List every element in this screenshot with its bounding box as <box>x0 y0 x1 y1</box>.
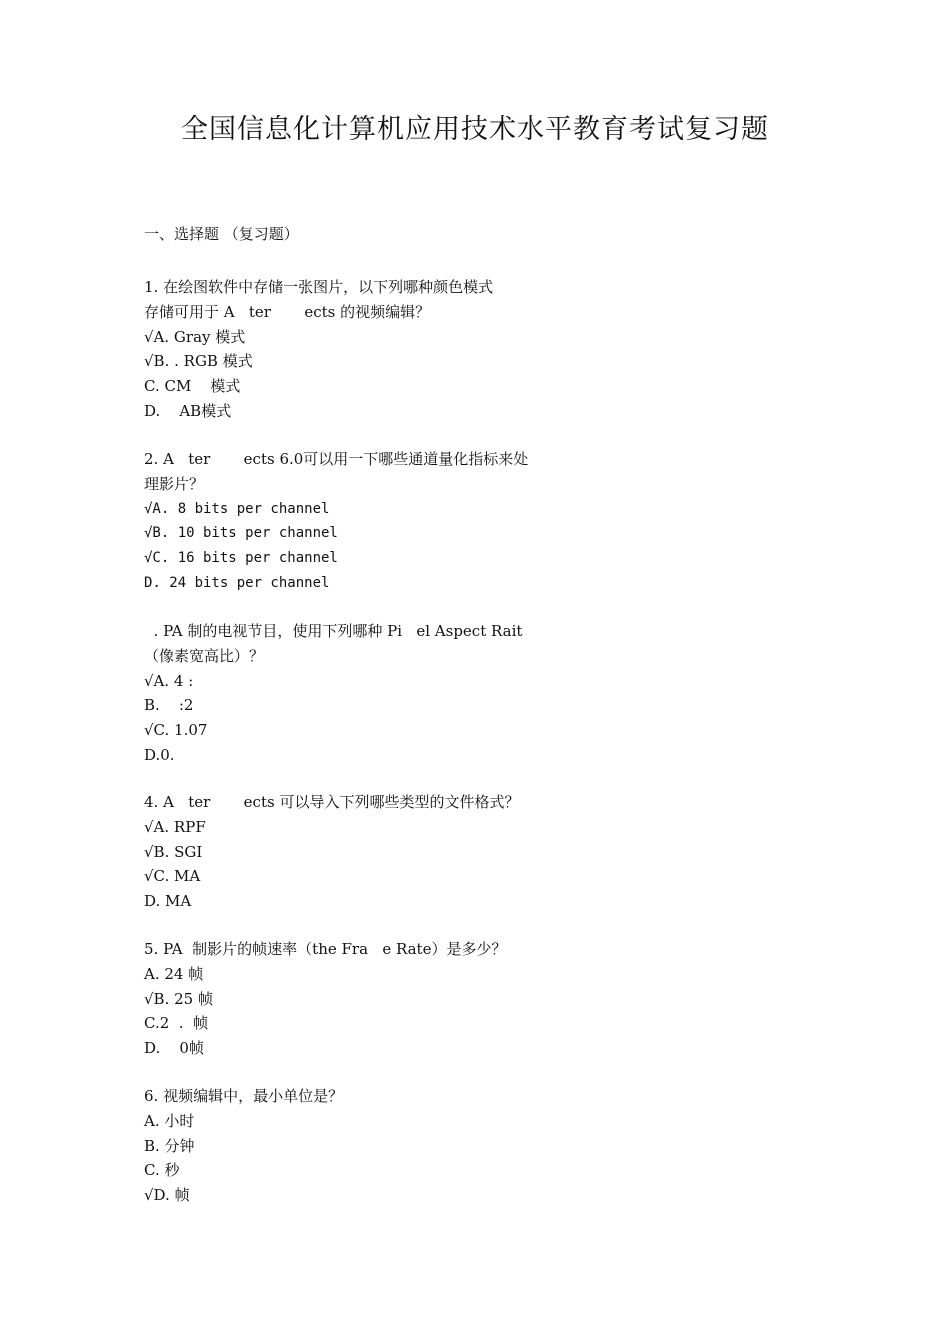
question-stem: （像素宽高比）？ <box>144 646 265 665</box>
question-2 <box>144 447 804 596</box>
question-6 <box>144 1084 804 1208</box>
question-3 <box>144 619 804 768</box>
option-c: √C. MA <box>144 867 201 886</box>
question-stem: 4. A ter ects 可以导入下列哪些类型的文件格式？ <box>144 793 520 811</box>
option-b: B. :2 <box>144 696 194 715</box>
section-heading: 一、选择题 （复习题） <box>144 225 299 243</box>
page-title: 全国信息化计算机应用技术水平教育考试复习题 <box>181 114 769 145</box>
option-c: C. 秒 <box>144 1161 180 1180</box>
option-d: D.0. <box>144 745 175 764</box>
option-b: B. 分钟 <box>144 1136 195 1155</box>
option-a: A. 24 帧 <box>144 964 204 983</box>
option-c: √C. 16 bits per channel <box>144 550 338 567</box>
option-a: √A. 4 : <box>144 671 194 690</box>
question-stem: . PA 制的电视节目，使用下列哪种 Pi el Aspect Rait <box>144 622 523 640</box>
option-d: D. MA <box>144 892 192 911</box>
question-stem: 5. PA 制影片的帧速率（the Fra e Rate）是多少？ <box>144 940 507 958</box>
question-1 <box>144 275 804 424</box>
question-4 <box>144 790 804 914</box>
option-b: √B. . RGB 模式 <box>144 352 253 371</box>
option-d: D. 0帧 <box>144 1039 204 1058</box>
option-c: √C. 1.07 <box>144 721 208 740</box>
question-stem: 存储可用于 A ter ects 的视频编辑？ <box>144 302 431 321</box>
option-d: D. AB模式 <box>144 401 232 420</box>
option-c: C. CM 模式 <box>144 377 241 396</box>
option-b: √B. 10 bits per channel <box>144 525 338 542</box>
question-stem: 理影片？ <box>144 474 205 493</box>
question-5 <box>144 937 804 1061</box>
option-d: √D. 帧 <box>144 1186 190 1205</box>
option-b: √B. 25 帧 <box>144 989 213 1008</box>
option-c: C.2 . 帧 <box>144 1014 209 1033</box>
question-stem: 1. 在绘图软件中存储一张图片，以下列哪种颜色模式 <box>144 278 494 296</box>
option-a: √A. Gray 模式 <box>144 327 246 346</box>
option-b: √B. SGI <box>144 842 203 861</box>
option-d: D. 24 bits per channel <box>144 574 330 591</box>
option-a: A. 小时 <box>144 1111 195 1130</box>
question-stem: 2. A ter ects 6.0可以用一下哪些通道量化指标来处 <box>144 450 529 468</box>
option-a: √A. 8 bits per channel <box>144 500 330 517</box>
option-a: √A. RPF <box>144 817 206 836</box>
question-stem: 6. 视频编辑中，最小单位是？ <box>144 1087 344 1105</box>
